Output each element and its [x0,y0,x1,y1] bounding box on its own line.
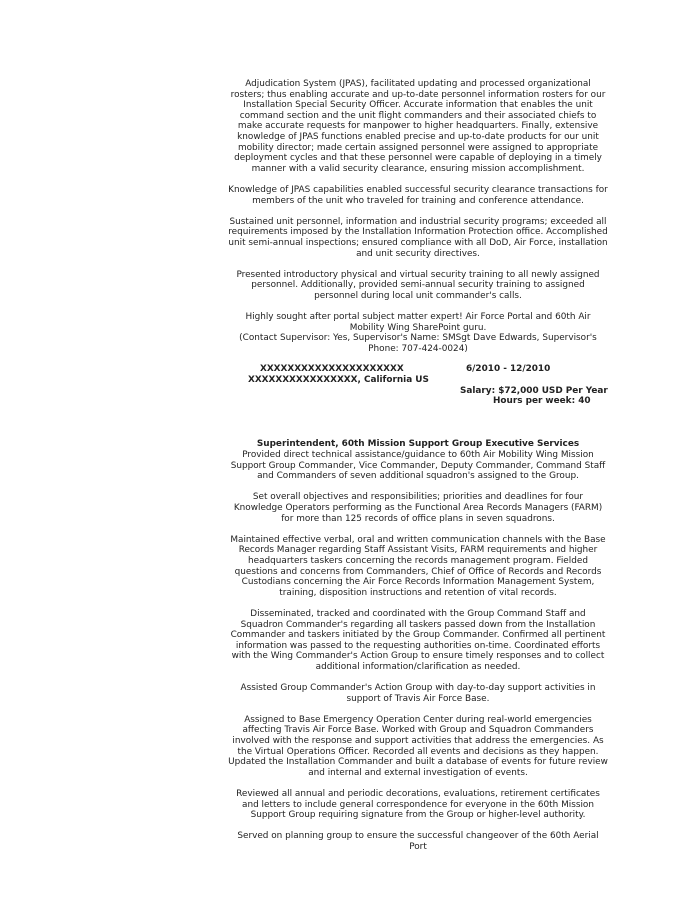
duty-paragraph: Assisted Group Commander's Action Group with day-to-day support activities in support of Travis Air Force Base. [240,683,596,704]
intro-paragraph: Knowledge of JPAS capabilities enabled successful security clearance transactions for members of the unit who traveled for training and conference attendance. [228,184,608,206]
resume-page [228,79,608,863]
duty-paragraph: Disseminated, tracked and coordinated with the Group Command Staff and Squadron Commander's regarding all taskers passed down from the Installation Commander and taskers initiated by the Group Commander. Confirmed all pertinent information was passed to the requesting authorities on-time. Coordinated efforts with the Wing Commander's Action Group to ensure timely responses and to collect additional information/clarification as needed. [230,608,606,672]
duty-paragraph: Set overall objectives and responsibilities; priorities and deadlines for four Knowledge Operators performing as the Functional Area Records Managers (FARM) for more than 125 records of office plans in seven squadrons. [233,492,603,524]
intro-paragraph: Presented introductory physical and virtual security training to all newly assigned personnel. Additionally, provided semi-annual security training to assigned personnel during local unit commander's calls. [236,269,600,301]
job-title: Superintendent, 60th Mission Support Group Executive Services [256,439,580,450]
job-summary: Provided direct technical assistance/guidance to 60th Air Mobility Wing Mission Support Group Commander, Vice Commander, Deputy Commander, Command Staff and Commanders of seven additional squadron's assigned to the Group. [230,450,606,482]
duty-paragraph: Assigned to Base Emergency Operation Center during real-world emergencies affecting Travis Air Force Base. Worked with Group and Squadron Commanders involved with the response and support activities that address the emergencies. As the Virtual Operations Officer. Recorded all events and decisions as they happen. Updated the Installation Commander and built a database of events for future review and internal and external investigation of events. [228,714,608,778]
employer-location: XXXXXXXXXXXXXXXX, California US [248,375,429,386]
intro-paragraph: Highly sought after portal subject matter expert! Air Force Portal and 60th Air Mobility Wing SharePoint guru. [245,312,591,333]
employment-dates: 6/2010 - 12/2010 [466,364,551,375]
hours-per-week: Hours per week: 40 [493,396,591,407]
duty-paragraph: Reviewed all annual and periodic decorations, evaluations, retirement certificates and letters to include general correspondence for everyone in the 60th Mission Support Group requiring signature from the Group or higher-level authority. [236,789,600,821]
salary: Salary: $72,000 USD Per Year [460,385,608,396]
duty-paragraph: Served on planning group to ensure the successful changeover of the 60th Aerial Port [237,831,599,852]
duty-paragraph: Maintained effective verbal, oral and written communication channels with the Base Records Manager regarding Staff Assistant Visits, FARM requirements and higher headquarters taskers concerning the records management program. Fielded questions and concerns from Commanders, Chief of Office of Records and Records Custodians concerning the Air Force Records Information Management System, training, disposition instructions and retention of vital records. [230,534,606,598]
contact-info: (Contact Supervisor: Yes, Supervisor's Name: SMSgt Dave Edwards, Supervisor's Phone: 707-424-0024) [239,333,597,354]
intro-paragraph: Adjudication System (JPAS), facilitated updating and processed organizational rosters; thus enabling accurate and up-to-date personnel information rosters for our Installation Special Security Officer. Accurate information that enables the unit command section and the unit flight commanders and their associated chiefs to make accurate requests for manpower to higher headquarters. Finally, extensive knowledge of JPAS functions enabled precise and up-to-date products for our unit mobility director; made certain assigned personnel were assigned to appropriate deployment cycles and that these personnel were capable of deploying in a timely manner with a valid security clearance, ensuring mission accomplishment. [230,79,606,174]
employer-name: XXXXXXXXXXXXXXXXXXXXX [260,364,404,375]
intro-paragraph: Sustained unit personnel, information and industrial security programs; exceeded all requirements imposed by the Installation Information Protection office. Accomplished unit semi-annual inspections; ensured compliance with all DoD, Air Force, installation and unit security directives. [228,216,608,259]
job-header [228,364,608,439]
